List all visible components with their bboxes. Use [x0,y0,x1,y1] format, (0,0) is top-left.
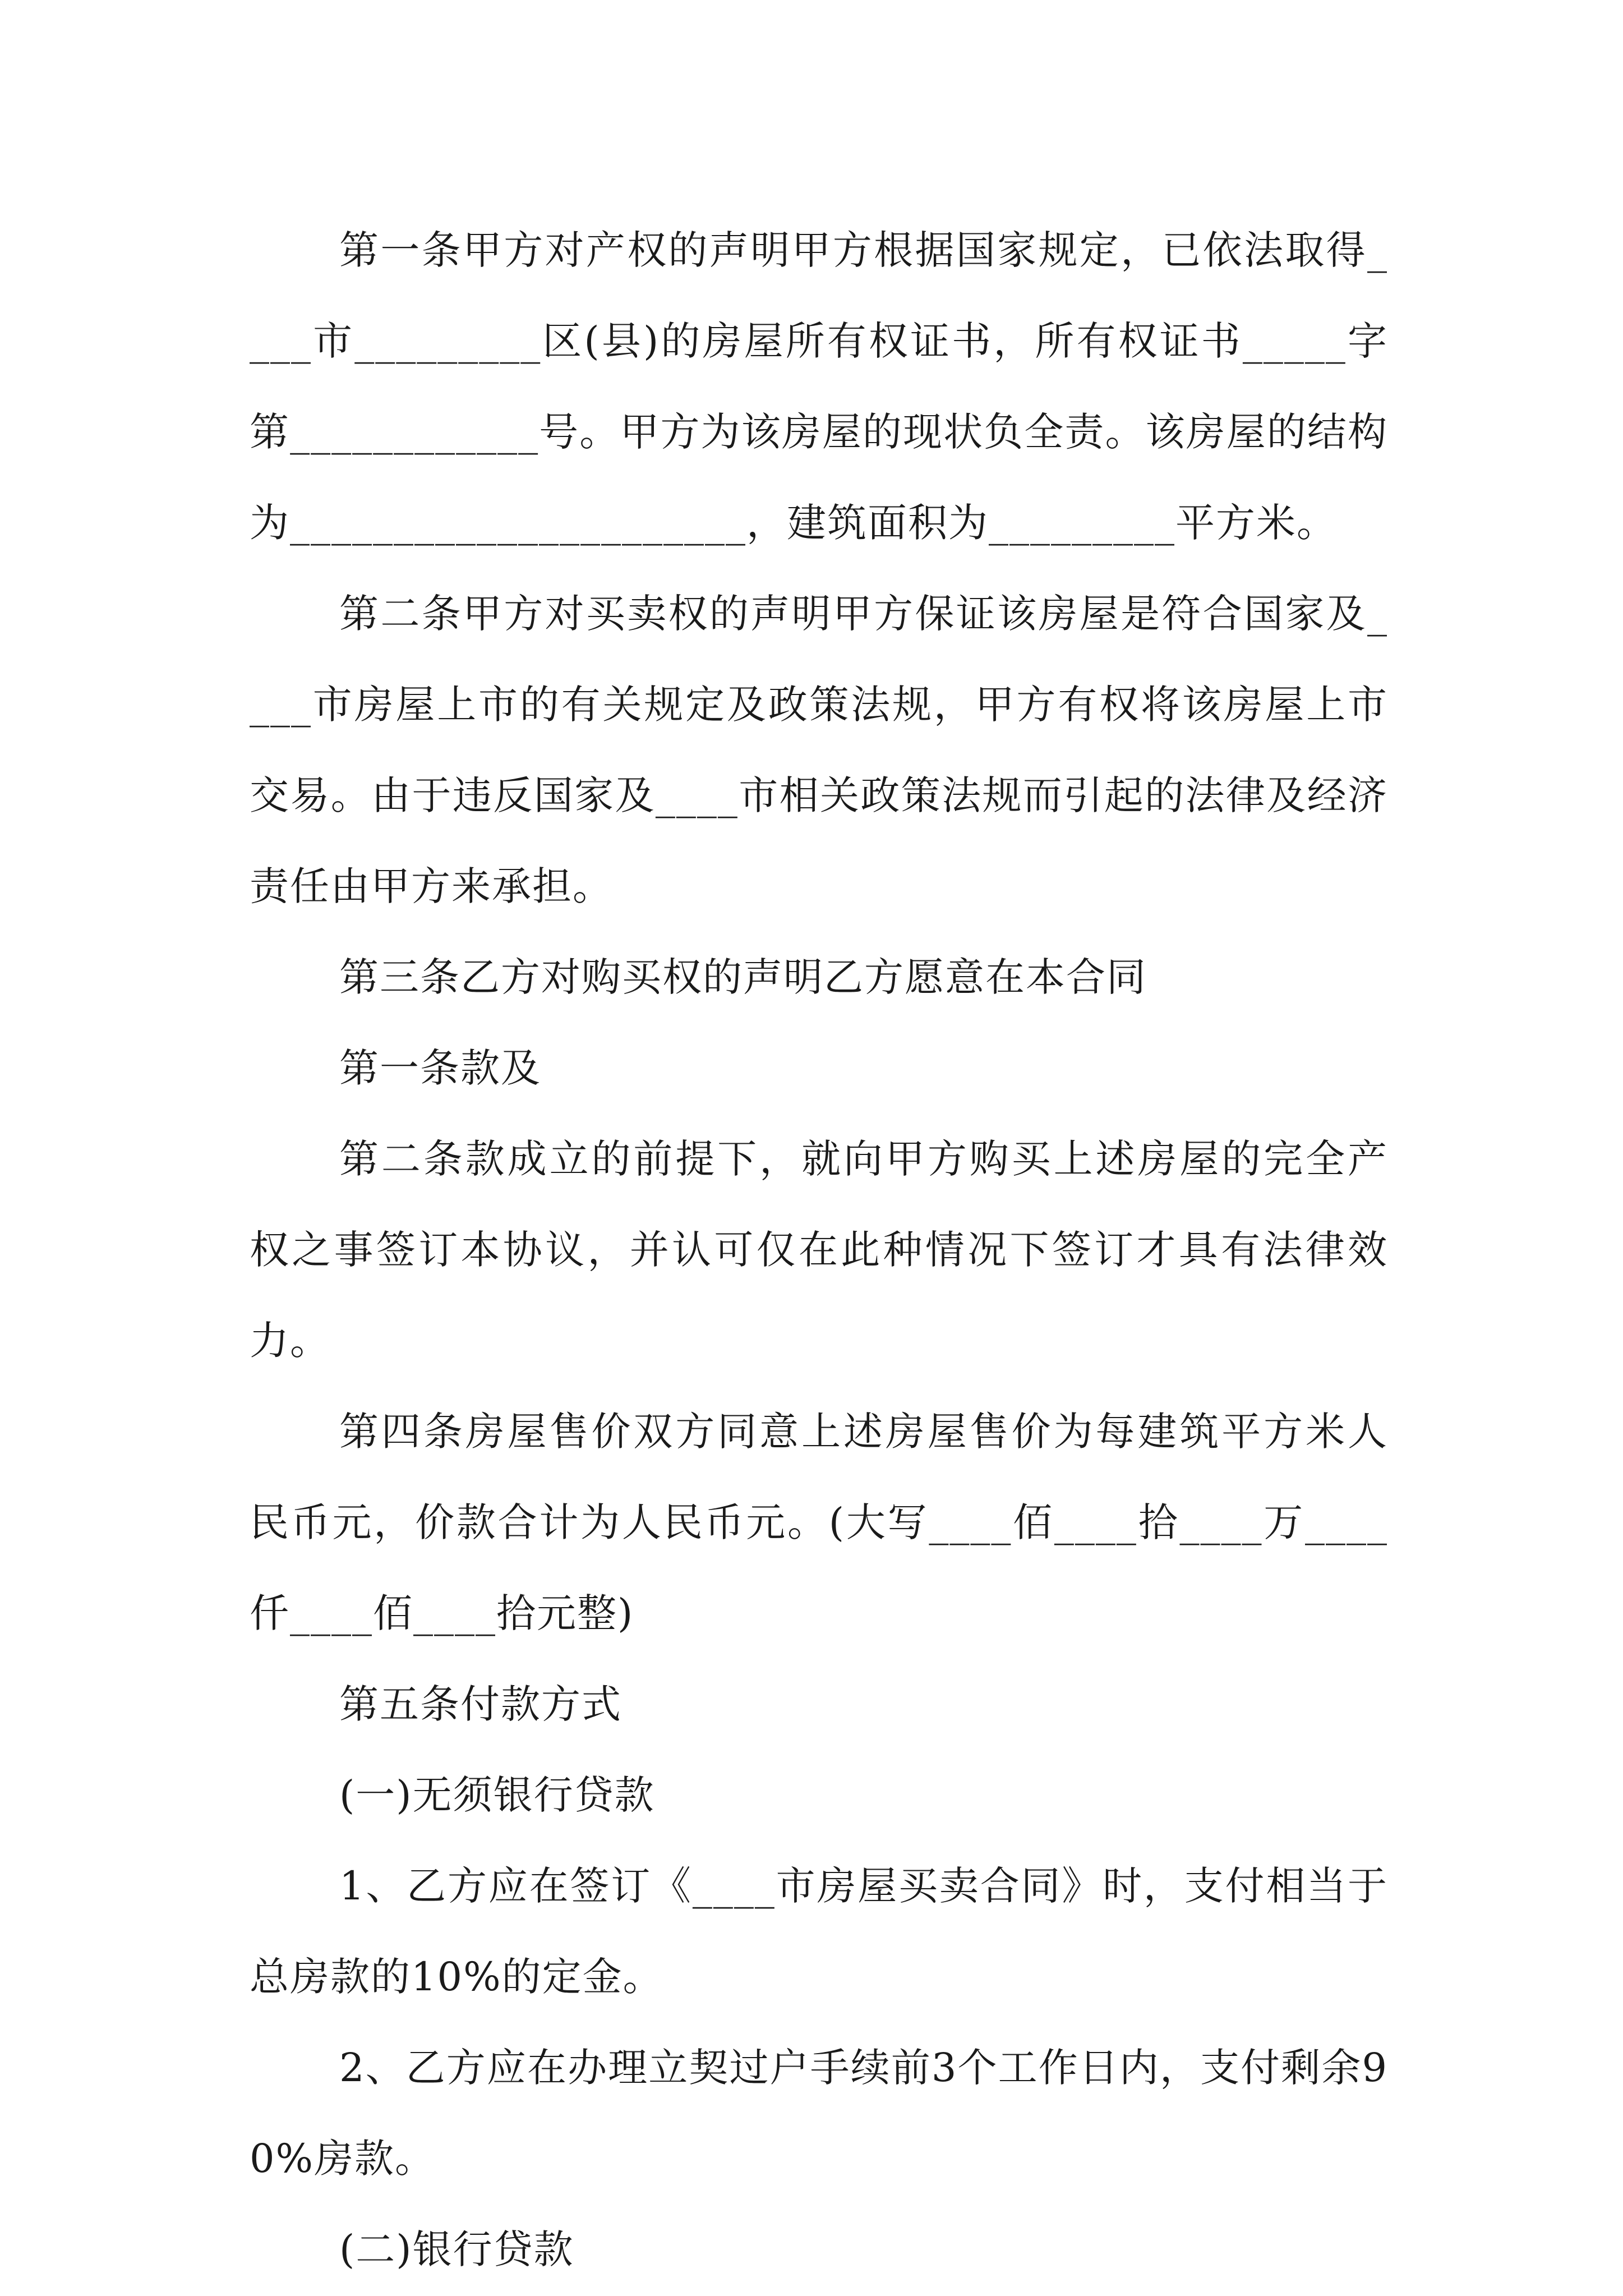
payment-item-2: 2、乙方应在办理立契过户手续前3个工作日内，支付剩余90%房款。 [250,2045,1388,2182]
article-3-clause-1: 第一条款及 [339,1045,541,1091]
article-5-payment-method: 第五条付款方式 [339,1681,622,1727]
article-3-purchase-rights: 第三条乙方对购买权的声明乙方愿意在本合同 [339,954,1147,1000]
article-2-sale-rights: 第二条甲方对买卖权的声明甲方保证该房屋是符合国家及____市房屋上市的有关规定及政策法规，甲方有权将该房屋上市交易。由于违反国家及____市相关政策法规而引起的法律及经济责任由甲方来承担。 [250,591,1388,909]
document-body [250,205,1388,2295]
payment-item-1: 1、乙方应在签订《____市房屋买卖合同》时，支付相当于总房款的10%的定金。 [250,1863,1388,2000]
payment-no-loan-heading: (一)无须银行贷款 [339,1772,655,1818]
article-3-clause-2: 第二条款成立的前提下，就向甲方购买上述房屋的完全产权之事签订本协议，并认可仅在此种情况下签订才具有法律效力。 [250,1136,1388,1364]
payment-bank-loan-heading: (二)银行贷款 [339,2226,574,2272]
article-4-price: 第四条房屋售价双方同意上述房屋售价为每建筑平方米人民币元，价款合计为人民币元。(大写____佰____拾____万____仟____佰____拾元整) [250,1409,1388,1636]
article-1-property-rights: 第一条甲方对产权的声明甲方根据国家规定，已依法取得____市_________区(县)的房屋所有权证书，所有权证书_____字第____________号。甲方为该房屋的现状负全责。该房屋的结构为______________________，建筑面积为_________平方米。 [250,227,1388,546]
